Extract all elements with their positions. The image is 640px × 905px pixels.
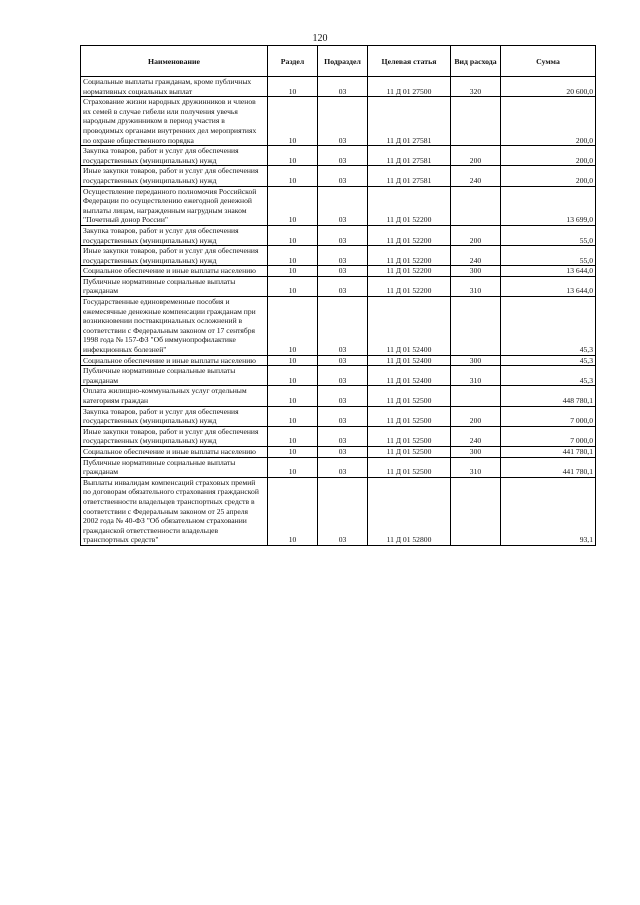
cell-razdel: 10 <box>268 276 318 296</box>
cell-sum: 441 780,1 <box>501 457 596 477</box>
cell-podrazdel: 03 <box>318 186 368 225</box>
cell-name: Закупка товаров, работ и услуг для обеспечения государственных (муниципальных) нужд <box>81 146 268 166</box>
cell-target-article: 11 Д 01 27581 <box>368 146 451 166</box>
cell-sum: 93,1 <box>501 477 596 545</box>
table-row <box>81 77 596 97</box>
cell-name: Выплаты инвалидам компенсаций страховых премий по договорам обязательного страхования гражданской ответственности владельцев транспортных средств в соответствии с Федеральным законом от 25 апреля 2002 года № 40-ФЗ "Об обязательном страховании гражданской ответственности владельцев транспортных средств" <box>81 477 268 545</box>
cell-sum: 20 600,0 <box>501 77 596 97</box>
cell-target-article: 11 Д 01 52200 <box>368 225 451 245</box>
cell-expense-type: 240 <box>451 166 501 186</box>
cell-expense-type: 200 <box>451 406 501 426</box>
cell-podrazdel: 03 <box>318 276 368 296</box>
cell-expense-type: 310 <box>451 457 501 477</box>
cell-expense-type: 200 <box>451 225 501 245</box>
cell-razdel: 10 <box>268 97 318 146</box>
budget-table <box>80 45 596 546</box>
cell-target-article: 11 Д 01 52400 <box>368 355 451 366</box>
cell-podrazdel: 03 <box>318 297 368 356</box>
cell-razdel: 10 <box>268 386 318 406</box>
cell-sum: 7 000,0 <box>501 426 596 446</box>
cell-name: Публичные нормативные социальные выплаты гражданам <box>81 366 268 386</box>
cell-name: Оплата жилищно-коммунальных услуг отдельным категориям граждан <box>81 386 268 406</box>
cell-razdel: 10 <box>268 477 318 545</box>
table-row <box>81 446 596 457</box>
table-row <box>81 386 596 406</box>
cell-podrazdel: 03 <box>318 457 368 477</box>
cell-sum: 448 780,1 <box>501 386 596 406</box>
cell-sum: 45,3 <box>501 355 596 366</box>
cell-name: Социальное обеспечение и иные выплаты населению <box>81 446 268 457</box>
cell-target-article: 11 Д 01 52400 <box>368 297 451 356</box>
cell-podrazdel: 03 <box>318 426 368 446</box>
cell-expense-type: 240 <box>451 426 501 446</box>
cell-podrazdel: 03 <box>318 386 368 406</box>
cell-name: Социальные выплаты гражданам, кроме публичных нормативных социальных выплат <box>81 77 268 97</box>
cell-name: Социальное обеспечение и иные выплаты населению <box>81 266 268 277</box>
cell-razdel: 10 <box>268 406 318 426</box>
cell-name: Иные закупки товаров, работ и услуг для обеспечения государственных (муниципальных) нужд <box>81 246 268 266</box>
cell-name: Страхование жизни народных дружинников и членов их семей в случае гибели или получения увечья народным дружинником в период участия в проводимых органами внутренних дел мероприятиях по охране общественного порядка <box>81 97 268 146</box>
cell-target-article: 11 Д 01 52500 <box>368 457 451 477</box>
header-target-article: Целевая статья <box>368 46 451 77</box>
cell-sum: 200,0 <box>501 146 596 166</box>
table-header-row <box>81 46 596 77</box>
cell-name: Закупка товаров, работ и услуг для обеспечения государственных (муниципальных) нужд <box>81 225 268 245</box>
cell-expense-type: 240 <box>451 246 501 266</box>
cell-razdel: 10 <box>268 266 318 277</box>
cell-name: Социальное обеспечение и иные выплаты населению <box>81 355 268 366</box>
header-expense-type: Вид расхода <box>451 46 501 77</box>
cell-target-article: 11 Д 01 52500 <box>368 386 451 406</box>
table-row <box>81 457 596 477</box>
cell-target-article: 11 Д 01 52200 <box>368 186 451 225</box>
table-row <box>81 426 596 446</box>
cell-target-article: 11 Д 01 52200 <box>368 246 451 266</box>
table-row <box>81 266 596 277</box>
cell-target-article: 11 Д 01 52500 <box>368 406 451 426</box>
cell-razdel: 10 <box>268 355 318 366</box>
cell-target-article: 11 Д 01 52400 <box>368 366 451 386</box>
cell-podrazdel: 03 <box>318 225 368 245</box>
cell-razdel: 10 <box>268 457 318 477</box>
cell-name: Иные закупки товаров, работ и услуг для обеспечения государственных (муниципальных) нужд <box>81 166 268 186</box>
table-row <box>81 225 596 245</box>
cell-sum: 7 000,0 <box>501 406 596 426</box>
cell-target-article: 11 Д 01 52500 <box>368 426 451 446</box>
cell-expense-type <box>451 477 501 545</box>
cell-razdel: 10 <box>268 225 318 245</box>
cell-target-article: 11 Д 01 52200 <box>368 276 451 296</box>
cell-target-article: 11 Д 01 52800 <box>368 477 451 545</box>
cell-podrazdel: 03 <box>318 355 368 366</box>
cell-expense-type: 300 <box>451 446 501 457</box>
cell-sum: 45,3 <box>501 297 596 356</box>
cell-sum: 200,0 <box>501 166 596 186</box>
cell-expense-type: 300 <box>451 266 501 277</box>
cell-podrazdel: 03 <box>318 446 368 457</box>
cell-podrazdel: 03 <box>318 246 368 266</box>
table-row <box>81 97 596 146</box>
cell-razdel: 10 <box>268 446 318 457</box>
cell-target-article: 11 Д 01 52500 <box>368 446 451 457</box>
cell-expense-type <box>451 97 501 146</box>
table-row <box>81 166 596 186</box>
cell-sum: 13 644,0 <box>501 276 596 296</box>
cell-sum: 55,0 <box>501 225 596 245</box>
table-row <box>81 186 596 225</box>
cell-sum: 441 780,1 <box>501 446 596 457</box>
cell-expense-type: 310 <box>451 276 501 296</box>
cell-podrazdel: 03 <box>318 366 368 386</box>
cell-razdel: 10 <box>268 297 318 356</box>
table-row <box>81 406 596 426</box>
cell-razdel: 10 <box>268 426 318 446</box>
cell-name: Иные закупки товаров, работ и услуг для обеспечения государственных (муниципальных) нужд <box>81 426 268 446</box>
cell-podrazdel: 03 <box>318 477 368 545</box>
cell-name: Публичные нормативные социальные выплаты гражданам <box>81 457 268 477</box>
table-row <box>81 477 596 545</box>
cell-razdel: 10 <box>268 146 318 166</box>
table-body <box>81 77 596 546</box>
cell-expense-type <box>451 386 501 406</box>
cell-sum: 200,0 <box>501 97 596 146</box>
cell-expense-type: 200 <box>451 146 501 166</box>
cell-sum: 55,0 <box>501 246 596 266</box>
cell-target-article: 11 Д 01 27500 <box>368 77 451 97</box>
cell-name: Публичные нормативные социальные выплаты гражданам <box>81 276 268 296</box>
cell-podrazdel: 03 <box>318 266 368 277</box>
cell-podrazdel: 03 <box>318 97 368 146</box>
cell-podrazdel: 03 <box>318 77 368 97</box>
cell-razdel: 10 <box>268 186 318 225</box>
header-name: Наименование <box>81 46 268 77</box>
cell-target-article: 11 Д 01 27581 <box>368 97 451 146</box>
cell-expense-type <box>451 297 501 356</box>
table-row <box>81 246 596 266</box>
cell-razdel: 10 <box>268 77 318 97</box>
cell-podrazdel: 03 <box>318 166 368 186</box>
page-number: 120 <box>312 33 328 44</box>
header-razdel: Раздел <box>268 46 318 77</box>
cell-podrazdel: 03 <box>318 146 368 166</box>
header-sum: Сумма <box>501 46 596 77</box>
cell-expense-type <box>451 186 501 225</box>
cell-target-article: 11 Д 01 27581 <box>368 166 451 186</box>
table-row <box>81 297 596 356</box>
cell-name: Осуществление переданного полномочия Российской Федерации по осуществлению ежегодной денежной выплаты лицам, награжденным нагрудным знаком "Почетный донор России" <box>81 186 268 225</box>
cell-sum: 45,3 <box>501 366 596 386</box>
cell-expense-type: 300 <box>451 355 501 366</box>
table-row <box>81 146 596 166</box>
cell-sum: 13 644,0 <box>501 266 596 277</box>
cell-razdel: 10 <box>268 246 318 266</box>
cell-expense-type: 320 <box>451 77 501 97</box>
table-row <box>81 276 596 296</box>
cell-podrazdel: 03 <box>318 406 368 426</box>
cell-sum: 13 699,0 <box>501 186 596 225</box>
cell-razdel: 10 <box>268 166 318 186</box>
cell-name: Государственные единовременные пособия и ежемесячные денежные компенсации гражданам при возникновении поствакцинальных осложнений в соответствии с Федеральным законом от 17 сентября 1998 года № 157-ФЗ "Об иммунопрофилактике инфекционных болезней" <box>81 297 268 356</box>
table-row <box>81 366 596 386</box>
cell-name: Закупка товаров, работ и услуг для обеспечения государственных (муниципальных) нужд <box>81 406 268 426</box>
cell-target-article: 11 Д 01 52200 <box>368 266 451 277</box>
cell-expense-type: 310 <box>451 366 501 386</box>
table-row <box>81 355 596 366</box>
cell-razdel: 10 <box>268 366 318 386</box>
header-podrazdel: Подраздел <box>318 46 368 77</box>
